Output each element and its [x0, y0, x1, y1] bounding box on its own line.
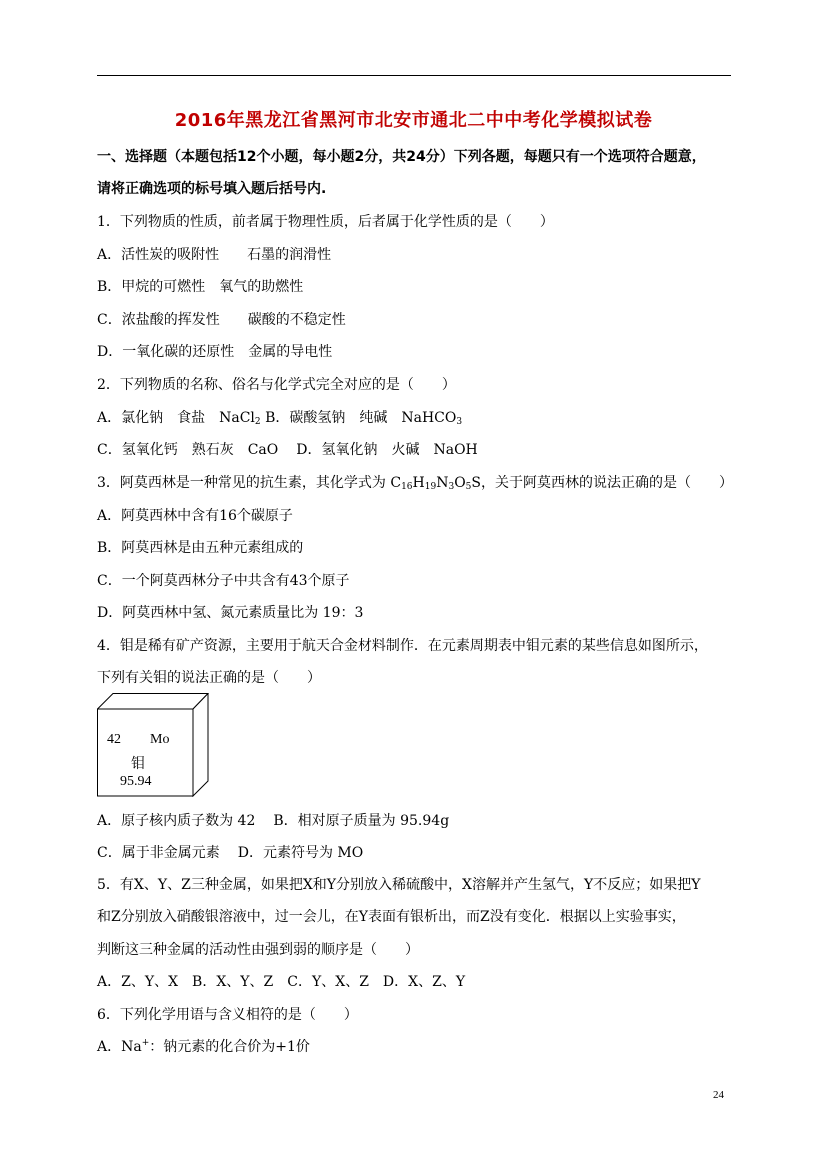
q2-option-a-subscript: 2	[254, 417, 261, 427]
page-number: 24	[713, 1089, 724, 1101]
header-rule	[97, 75, 731, 76]
q1-option-c: C．浓盐酸的挥发性 碳酸的不稳定性	[97, 312, 346, 328]
q5-stem-line3: 判断这三种金属的活动性由强到弱的顺序是（ ）	[97, 942, 419, 958]
q3-stem	[97, 474, 733, 492]
q4-stem-line1: 4．钼是稀有矿产资源，主要用于航天合金材料制作．在元素周期表中钼元素的某些信息如图所示，	[97, 638, 708, 654]
q5-stem-line2: 和Z分别放入硝酸银溶液中，过一会儿，在Y表面有银析出，而Z没有变化．根据以上实验事实，	[97, 909, 686, 925]
q4-option-a: A．原子核内质子数为 42	[97, 813, 256, 829]
section-heading-line1: 一、选择题（本题包括12个小题，每小题2分，共24分）下列各题，每题只有一个选项符合题意，	[97, 149, 706, 165]
q3-stem-suffix: S，关于阿莫西林的说法正确的是（ ）	[471, 475, 733, 491]
q2-options-ab	[97, 409, 462, 427]
q3-formula-sub-o: 5	[465, 482, 472, 492]
q1-option-b: B．甲烷的可燃性 氧气的助燃性	[97, 279, 304, 295]
q6-option-a	[97, 1038, 310, 1056]
q3-option-a: A．阿莫西林中含有16个碳原子	[97, 508, 293, 524]
q5-options: A．Z、Y、X B．X、Y、Z C．Y、X、Z D．X、Z、Y	[97, 974, 466, 990]
q5-stem-line1: 5．有X、Y、Z三种金属，如果把X和Y分别放入稀硫酸中，X溶解并产生氢气，Y不反应；如果把Y	[97, 877, 701, 893]
element-name: 钼	[131, 757, 145, 772]
q2-option-c: C．氢氧化钙 熟石灰 CaO	[97, 442, 279, 458]
q1-option-a: A．活性炭的吸附性 石墨的润滑性	[97, 247, 332, 263]
section-heading-line2: 请将正确选项的标号填入题后括号内.	[97, 181, 327, 197]
page-title: 2016年黑龙江省黑河市北安市通北二中中考化学模拟试卷	[174, 110, 653, 131]
q3-stem-prefix: 3．阿莫西林是一种常见的抗生素，其化学式为 C	[97, 475, 402, 491]
q3-formula-sub-n: 3	[448, 482, 455, 492]
q3-formula-sub-c: 16	[401, 482, 413, 492]
q3-option-d: D．阿莫西林中氢、氮元素质量比为 19：3	[97, 605, 364, 621]
element-atomic-number: 42	[107, 732, 121, 747]
q3-formula-sub-h: 19	[424, 482, 437, 492]
q3-formula-h: H	[412, 475, 425, 491]
q6-option-a-prefix: A．Na	[97, 1039, 142, 1055]
element-symbol: Mo	[150, 732, 170, 747]
q4-option-d: D．元素符号为 MO	[237, 845, 364, 861]
q2-option-d: D．氢氧化钠 火碱 NaOH	[296, 442, 478, 458]
q3-formula-o: O	[454, 475, 466, 491]
q4-options-ab	[97, 812, 449, 830]
q4-option-c: C．属于非金属元素	[97, 845, 220, 861]
q4-options-cd	[97, 844, 363, 862]
q2-option-b-subscript: 3	[456, 417, 463, 427]
q4-stem-line2: 下列有关钼的说法正确的是（ ）	[97, 670, 321, 686]
q2-option-a: A．氯化钠 食盐 NaCl	[97, 410, 255, 426]
q2-options-cd	[97, 441, 478, 459]
q1-stem: 1．下列物质的性质，前者属于物理性质，后者属于化学性质的是（ ）	[97, 214, 554, 230]
q4-option-b: B．相对原子质量为 95.94g	[273, 813, 450, 829]
q6-option-a-text: ：钠元素的化合价为+1价	[149, 1039, 310, 1055]
q2-option-b: B．碳酸氢钠 纯碱 NaHCO	[265, 410, 457, 426]
q3-option-b: B．阿莫西林是由五种元素组成的	[97, 540, 304, 556]
element-atomic-mass: 95.94	[120, 774, 152, 789]
element-card-molybdenum	[97, 693, 209, 797]
q3-option-c: C．一个阿莫西林分子中共含有43个原子	[97, 573, 350, 589]
q6-stem: 6．下列化学用语与含义相符的是（ ）	[97, 1007, 358, 1023]
q3-formula-n: N	[436, 475, 449, 491]
q2-stem: 2．下列物质的名称、俗名与化学式完全对应的是（ ）	[97, 377, 456, 393]
q1-option-d: D．一氧化碳的还原性 金属的导电性	[97, 344, 333, 360]
q6-option-a-superscript: +	[141, 1038, 150, 1048]
